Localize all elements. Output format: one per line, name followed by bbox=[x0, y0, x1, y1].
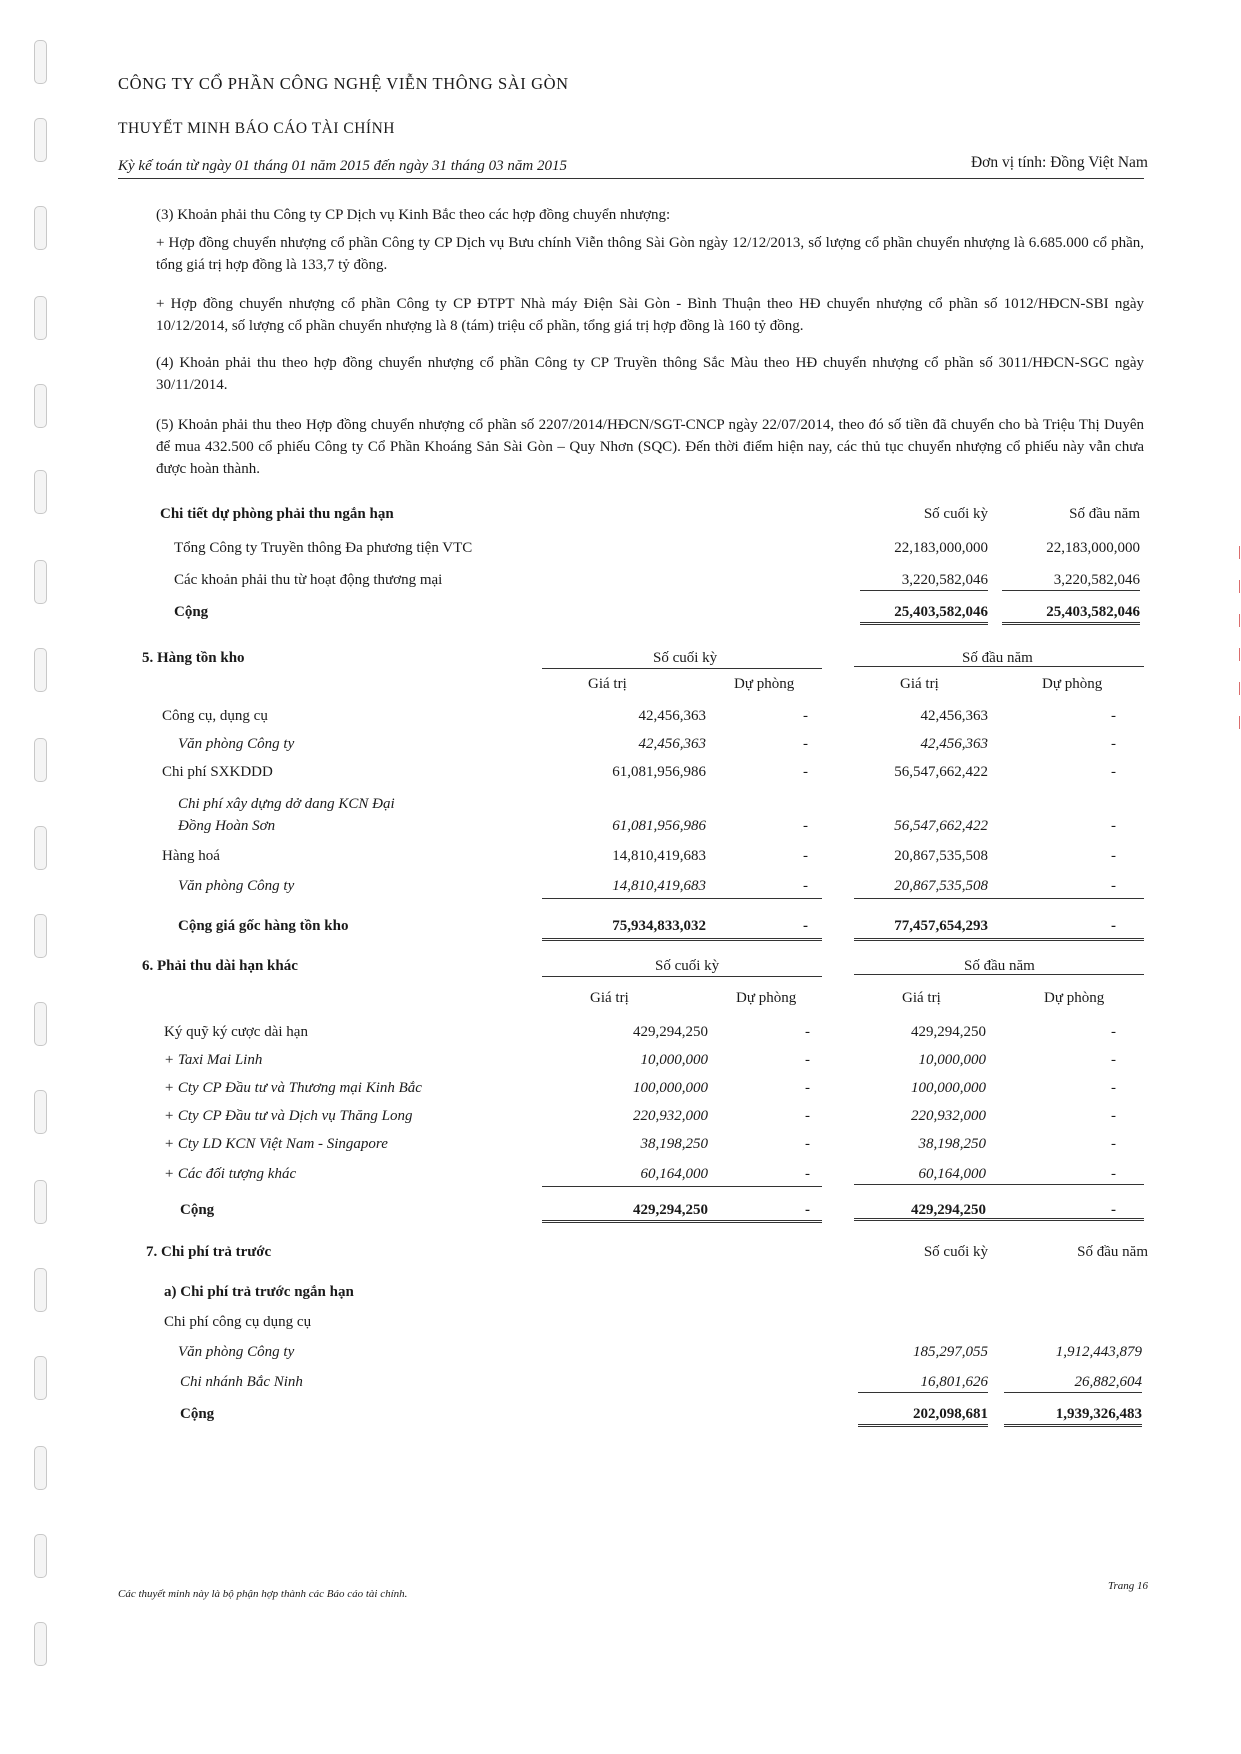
row-label: + Cty LD KCN Việt Nam - Singapore bbox=[164, 1136, 388, 1152]
group-rule bbox=[854, 974, 1144, 975]
note-paragraph: (5) Khoản phải thu theo Hợp đồng chuyển nhượng cổ phần số 2207/2014/HĐCN/SGT-CNCP ngày 22/07/2014, theo đó số tiền đã chuyển cho bà Triệu Thị Duyên để mua 432.500 cổ phiếu Công ty Cổ Phần Khoáng Sản Sài Gòn – Quy Nhơn (SQC). Đến thời điểm hiện nay, các thủ tục chuyển nhượng cổ phiếu này vẫn chưa được hoàn thành. bbox=[156, 417, 1144, 477]
total-label: Cộng bbox=[180, 1202, 215, 1218]
value-end: 100,000,000 bbox=[633, 1080, 708, 1096]
prepaid-title: 7. Chi phí trả trước bbox=[146, 1244, 272, 1260]
prov-begin: - bbox=[1111, 1024, 1116, 1040]
value-end: 10,000,000 bbox=[640, 1052, 708, 1068]
value-begin: 42,456,363 bbox=[920, 736, 988, 752]
total-end: 202,098,681 bbox=[858, 1406, 988, 1427]
value-begin: 100,000,000 bbox=[911, 1080, 986, 1096]
report-title: THUYẾT MINH BÁO CÁO TÀI CHÍNH bbox=[118, 120, 395, 137]
total-row bbox=[118, 1406, 1148, 1430]
document-page bbox=[118, 0, 1148, 1754]
value-begin: 1,912,443,879 bbox=[1055, 1344, 1142, 1360]
col-begin-header: Số đầu năm bbox=[1069, 506, 1140, 522]
total-begin: 429,294,250 bbox=[911, 1202, 986, 1218]
note-paragraph: (3) Khoản phải thu Công ty CP Dịch vụ Kinh Bắc theo các hợp đồng chuyển nhượng: bbox=[156, 207, 671, 223]
binder-hole bbox=[34, 1002, 47, 1046]
table-row bbox=[118, 736, 1148, 760]
binder-hole bbox=[34, 1268, 47, 1312]
total-prov-begin: - bbox=[1111, 918, 1116, 934]
row-label: + Cty CP Đầu tư và Dịch vụ Thăng Long bbox=[164, 1108, 413, 1124]
prov-end: - bbox=[803, 848, 808, 864]
row-label: Chi phí xây dựng dở dang KCN Đại bbox=[178, 796, 395, 812]
total-row bbox=[118, 604, 1148, 628]
prov-begin: - bbox=[1111, 878, 1116, 894]
prov-begin: - bbox=[1111, 708, 1116, 724]
prov-begin: - bbox=[1111, 1052, 1116, 1068]
row-label: Chi nhánh Bắc Ninh bbox=[180, 1374, 303, 1390]
total-end: 429,294,250 bbox=[633, 1202, 708, 1218]
value-begin: 60,164,000 bbox=[918, 1166, 986, 1182]
value-end: 42,456,363 bbox=[638, 708, 706, 724]
total-begin: 1,939,326,483 bbox=[1004, 1406, 1142, 1427]
value-begin: 20,867,535,508 bbox=[894, 848, 988, 864]
table-row bbox=[118, 848, 1148, 872]
total-rule bbox=[854, 1218, 1144, 1221]
binder-hole bbox=[34, 648, 47, 692]
value-end: 61,081,956,986 bbox=[612, 764, 706, 780]
total-rule bbox=[542, 938, 822, 941]
note-paragraph: + Hợp đồng chuyển nhượng cổ phần Công ty CP ĐTPT Nhà máy Điện Sài Gòn - Bình Thuận theo HĐ chuyển nhượng cổ phần số 1012/HĐCN-SBI ngày 10/12/2014, số lượng cổ phần chuyển nhượng là 8 (tám) triệu cổ phần, tổng giá trị hợp đồng là 160 tỷ đồng. bbox=[156, 296, 1144, 334]
prov-begin: - bbox=[1111, 1166, 1116, 1182]
total-prov-begin: - bbox=[1111, 1202, 1116, 1218]
value-end: 185,297,055 bbox=[913, 1344, 988, 1360]
prepaid-group-row bbox=[118, 1314, 1148, 1338]
total-end: 75,934,833,032 bbox=[612, 918, 706, 934]
total-label: Cộng bbox=[180, 1406, 215, 1422]
value-begin: 3,220,582,046 bbox=[1002, 572, 1140, 591]
col-value-header: Giá trị bbox=[900, 676, 939, 692]
value-begin: 20,867,535,508 bbox=[894, 878, 988, 894]
col-end-header: Số cuối kỳ bbox=[923, 506, 988, 522]
group-end-header: Số cuối kỳ bbox=[653, 650, 718, 666]
row-label: Chi phí SXKDDD bbox=[162, 764, 273, 780]
long-receivables-header-row bbox=[118, 958, 1148, 982]
prov-end: - bbox=[803, 818, 808, 834]
total-rule bbox=[542, 1220, 822, 1223]
value-end: 16,801,626 bbox=[858, 1374, 988, 1393]
prepaid-header-row bbox=[118, 1244, 1148, 1268]
value-end: 38,198,250 bbox=[640, 1136, 708, 1152]
binder-hole bbox=[34, 1534, 47, 1578]
binder-hole bbox=[34, 1180, 47, 1224]
row-label: + Các đối tượng khác bbox=[164, 1166, 297, 1182]
table-row bbox=[118, 708, 1148, 732]
table-row bbox=[118, 818, 1148, 842]
prov-begin: - bbox=[1111, 818, 1116, 834]
binder-hole bbox=[34, 118, 47, 162]
report-period: Kỳ kế toán từ ngày 01 tháng 01 năm 2015 đến ngày 31 tháng 03 năm 2015 bbox=[118, 158, 567, 174]
col-value-header: Giá trị bbox=[590, 990, 629, 1006]
value-end: 429,294,250 bbox=[633, 1024, 708, 1040]
col-prov-header: Dự phòng bbox=[1044, 990, 1105, 1006]
currency-unit: Đơn vị tính: Đồng Việt Nam bbox=[970, 154, 1148, 171]
group-end-header: Số cuối kỳ bbox=[655, 958, 720, 974]
binder-holes bbox=[0, 0, 60, 1754]
table-row bbox=[118, 1080, 1148, 1104]
provision-header-row bbox=[118, 506, 1148, 530]
col-value-header: Giá trị bbox=[902, 990, 941, 1006]
row-label: Hàng hoá bbox=[162, 848, 220, 864]
binder-hole bbox=[34, 1446, 47, 1490]
footer-note: Các thuyết minh này là bộ phận hợp thành các Báo cáo tài chính. bbox=[118, 1588, 408, 1600]
col-prov-header: Dự phòng bbox=[734, 676, 795, 692]
table-row bbox=[118, 572, 1148, 596]
value-end: 60,164,000 bbox=[640, 1166, 708, 1182]
row-label: Văn phòng Công ty bbox=[178, 1344, 295, 1360]
stamp-edge-mark: | | | | | | bbox=[1237, 544, 1241, 730]
total-begin: 25,403,582,046 bbox=[1002, 604, 1140, 625]
prov-end: - bbox=[803, 764, 808, 780]
binder-hole bbox=[34, 1090, 47, 1134]
prov-end: - bbox=[805, 1108, 810, 1124]
total-label: Cộng giá gốc hàng tồn kho bbox=[178, 918, 349, 934]
row-label: Văn phòng Công ty bbox=[178, 736, 295, 752]
table-row bbox=[118, 1024, 1148, 1048]
prepaid-group-label: Chi phí công cụ dụng cụ bbox=[164, 1314, 312, 1330]
table-row bbox=[118, 1344, 1148, 1368]
prepaid-subtitle-row bbox=[118, 1284, 1148, 1308]
group-rule bbox=[542, 976, 822, 977]
binder-hole bbox=[34, 826, 47, 870]
value-begin: 26,882,604 bbox=[1004, 1374, 1142, 1393]
prov-begin: - bbox=[1111, 764, 1116, 780]
table-row bbox=[118, 1136, 1148, 1160]
value-end: 220,932,000 bbox=[633, 1108, 708, 1124]
binder-hole bbox=[34, 384, 47, 428]
table-row bbox=[118, 540, 1148, 564]
header-rule bbox=[118, 178, 1144, 179]
group-rule bbox=[854, 666, 1144, 667]
prov-begin: - bbox=[1111, 1108, 1116, 1124]
row-label: + Cty CP Đầu tư và Thương mại Kinh Bắc bbox=[164, 1080, 422, 1096]
total-prov-end: - bbox=[803, 918, 808, 934]
value-end: 14,810,419,683 bbox=[612, 848, 706, 864]
binder-hole bbox=[34, 1356, 47, 1400]
value-begin: 56,547,662,422 bbox=[894, 764, 988, 780]
binder-hole bbox=[34, 738, 47, 782]
subheader-row bbox=[118, 676, 1148, 700]
col-begin-header: Số đầu năm bbox=[1077, 1244, 1148, 1260]
row-label: + Taxi Mai Linh bbox=[164, 1052, 263, 1068]
company-name: CÔNG TY CỔ PHẦN CÔNG NGHỆ VIỄN THÔNG SÀI GÒN bbox=[118, 74, 569, 93]
prov-end: - bbox=[805, 1052, 810, 1068]
value-begin: 10,000,000 bbox=[918, 1052, 986, 1068]
table-row bbox=[118, 764, 1148, 788]
inventory-header-row bbox=[118, 650, 1148, 674]
binder-hole bbox=[34, 296, 47, 340]
binder-hole bbox=[34, 40, 47, 84]
binder-hole bbox=[34, 1622, 47, 1666]
row-label: Các khoản phải thu từ hoạt động thương mại bbox=[174, 572, 443, 588]
binder-hole bbox=[34, 560, 47, 604]
binder-hole bbox=[34, 470, 47, 514]
table-row bbox=[118, 1108, 1148, 1132]
value-end: 22,183,000,000 bbox=[894, 540, 988, 556]
value-end: 14,810,419,683 bbox=[612, 878, 706, 894]
subtotal-rule bbox=[542, 898, 822, 899]
col-prov-header: Dự phòng bbox=[736, 990, 797, 1006]
value-begin: 429,294,250 bbox=[911, 1024, 986, 1040]
table-row bbox=[118, 1374, 1148, 1398]
group-begin-header: Số đầu năm bbox=[962, 650, 1033, 666]
value-begin: 42,456,363 bbox=[920, 708, 988, 724]
prov-end: - bbox=[803, 708, 808, 724]
subtotal-rule bbox=[854, 898, 1144, 899]
value-begin: 56,547,662,422 bbox=[894, 818, 988, 834]
table-row bbox=[118, 1052, 1148, 1076]
value-end: 42,456,363 bbox=[638, 736, 706, 752]
value-begin: 38,198,250 bbox=[918, 1136, 986, 1152]
subheader-row bbox=[118, 990, 1148, 1014]
col-prov-header: Dự phòng bbox=[1042, 676, 1103, 692]
value-begin: 220,932,000 bbox=[911, 1108, 986, 1124]
col-end-header: Số cuối kỳ bbox=[923, 1244, 988, 1260]
prov-begin: - bbox=[1111, 848, 1116, 864]
note-paragraph: + Hợp đồng chuyển nhượng cổ phần Công ty CP Dịch vụ Bưu chính Viễn thông Sài Gòn ngày 12/12/2013, số lượng cổ phần chuyển nhượng là 6.685.000 cổ phần, tổng giá trị hợp đồng là 133,7 tỷ đồng. bbox=[156, 235, 1144, 273]
long-receivables-title: 6. Phải thu dài hạn khác bbox=[142, 958, 298, 974]
total-begin: 77,457,654,293 bbox=[894, 918, 988, 934]
prov-begin: - bbox=[1111, 736, 1116, 752]
group-rule bbox=[542, 668, 822, 669]
value-end: 3,220,582,046 bbox=[860, 572, 988, 591]
row-label: Công cụ, dụng cụ bbox=[162, 708, 268, 724]
total-label: Cộng bbox=[174, 604, 209, 620]
value-begin: 22,183,000,000 bbox=[1046, 540, 1140, 556]
group-begin-header: Số đầu năm bbox=[964, 958, 1035, 974]
total-prov-end: - bbox=[805, 1202, 810, 1218]
prov-end: - bbox=[803, 736, 808, 752]
inventory-title: 5. Hàng tồn kho bbox=[142, 650, 245, 666]
total-end: 25,403,582,046 bbox=[860, 604, 988, 625]
prov-end: - bbox=[805, 1080, 810, 1096]
prov-begin: - bbox=[1111, 1136, 1116, 1152]
total-rule bbox=[854, 938, 1144, 941]
subtotal-rule bbox=[542, 1186, 822, 1187]
row-label: Tổng Công ty Truyền thông Đa phương tiện VTC bbox=[174, 540, 473, 556]
col-value-header: Giá trị bbox=[588, 676, 627, 692]
prov-end: - bbox=[805, 1024, 810, 1040]
binder-hole bbox=[34, 914, 47, 958]
note-paragraph: (4) Khoản phải thu theo hợp đồng chuyển nhượng cổ phần Công ty CP Truyền thông Sắc Màu theo HĐ chuyển nhượng cổ phần số 3011/HĐCN-SGC ngày 30/11/2014. bbox=[156, 355, 1144, 393]
provision-title: Chi tiết dự phòng phải thu ngắn hạn bbox=[160, 506, 394, 522]
table-row bbox=[118, 796, 1148, 820]
subtotal-rule bbox=[854, 1184, 1144, 1185]
row-label-continued: Đồng Hoàn Sơn bbox=[178, 818, 276, 834]
prepaid-subtitle: a) Chi phí trả trước ngắn hạn bbox=[164, 1284, 354, 1300]
binder-hole bbox=[34, 206, 47, 250]
prov-begin: - bbox=[1111, 1080, 1116, 1096]
prov-end: - bbox=[805, 1166, 810, 1182]
value-end: 61,081,956,986 bbox=[612, 818, 706, 834]
prov-end: - bbox=[803, 878, 808, 894]
page-number: Trang 16 bbox=[1107, 1580, 1148, 1592]
row-label: Văn phòng Công ty bbox=[178, 878, 295, 894]
prov-end: - bbox=[805, 1136, 810, 1152]
row-label: Ký quỹ ký cược dài hạn bbox=[164, 1024, 308, 1040]
